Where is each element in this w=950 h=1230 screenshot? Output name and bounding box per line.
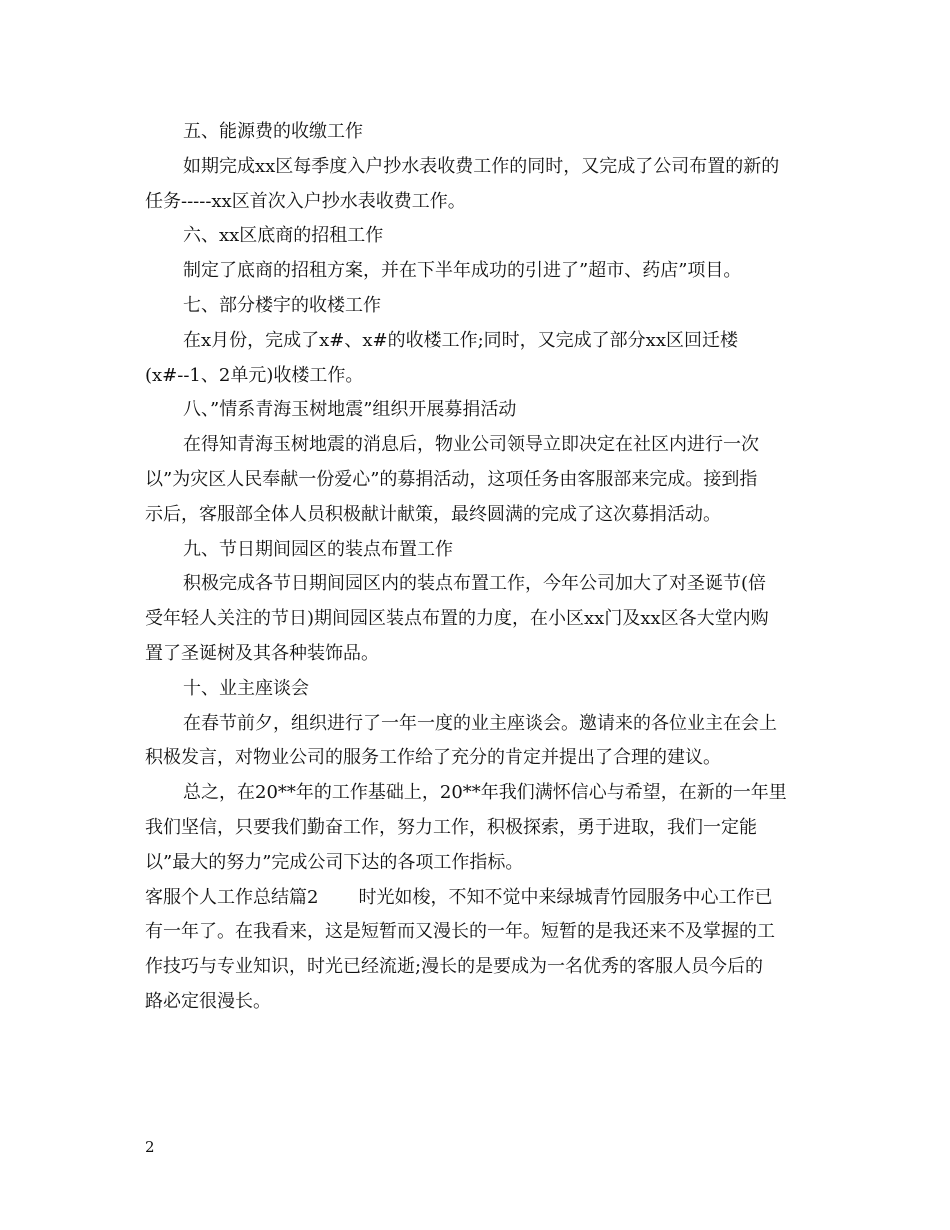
paragraph-line: 总之，在20**年的工作基础上，20**年我们满怀信心与希望，在新的一年里 (183, 782, 787, 804)
paragraph-line: 示后，客服部全体人员积极献计献策，最终圆满的完成了这次募捐活动。 (145, 503, 721, 525)
paragraph-line: 在x月份，完成了x#、x#的收楼工作;同时，又完成了部分xx区回迁楼 (183, 329, 738, 351)
article-title-line (145, 881, 815, 916)
paragraph-line: 如期完成xx区每季度入户抄水表收费工作的同时，又完成了公司布置的新的 (183, 155, 780, 177)
paragraph-line: 以”为灾区人民奉献一份爱心”的募捐活动，这项任务由客服部来完成。接到指 (145, 468, 758, 490)
article-title: 客服个人工作总结篇2 (145, 886, 319, 908)
paragraph-line: 受年轻人关注的节日)期间园区装点布置的力度，在小区xx门及xx区各大堂内购 (145, 608, 769, 630)
paragraph-line: 在得知青海玉树地震的消息后，物业公司领导立即决定在社区内进行一次 (183, 434, 759, 456)
paragraph-line: 制定了底商的招租方案，并在下半年成功的引进了”超市、药店”项目。 (183, 260, 742, 282)
paragraph-line: 任务-----xx区首次入户抄水表收费工作。 (145, 190, 466, 212)
page-number: 2 (145, 1138, 155, 1156)
paragraph-line: (x#--1、2单元)收楼工作。 (145, 364, 364, 386)
section-heading-energy-fees: 五、能源费的收缴工作 (183, 121, 363, 142)
paragraph-line: 有一年了。在我看来，这是短暂而又漫长的一年。短暂的是我还来不及掌握的工 (145, 921, 775, 943)
paragraph-line: 积极发言，对物业公司的服务工作给了充分的肯定并提出了合理的建议。 (145, 747, 721, 769)
document-body (145, 115, 815, 1020)
section-heading-leasing: 六、xx区底商的招租工作 (183, 225, 384, 247)
paragraph-line: 路必定很漫长。 (145, 990, 271, 1012)
paragraph-line: 在春节前夕，组织进行了一年一度的业主座谈会。邀请来的各位业主在会上 (183, 712, 777, 734)
paragraph-line: 以”最大的努力”完成公司下达的各项工作指标。 (145, 851, 524, 873)
section-heading-donation: 八、”情系青海玉树地震”组织开展募捐活动 (183, 399, 517, 421)
paragraph-line: 作技巧与专业知识，时光已经流逝;漫长的是要成为一名优秀的客服人员今后的 (145, 956, 764, 978)
section-heading-building-handover: 七、部分楼宇的收楼工作 (183, 294, 381, 316)
paragraph-line: 置了圣诞树及其各种装饰品。 (145, 642, 379, 664)
section-heading-owner-forum: 十、业主座谈会 (183, 677, 309, 699)
paragraph-text: 时光如梭，不知不觉中来绿城青竹园服务中心工作已 (358, 886, 773, 908)
section-heading-holiday-decoration: 九、节日期间园区的装点布置工作 (183, 538, 453, 560)
paragraph-line: 我们坚信，只要我们勤奋工作，努力工作，积极探索，勇于进取，我们一定能 (145, 816, 757, 838)
paragraph-line: 积极完成各节日期间园区内的装点布置工作，今年公司加大了对圣诞节(倍 (183, 573, 767, 595)
